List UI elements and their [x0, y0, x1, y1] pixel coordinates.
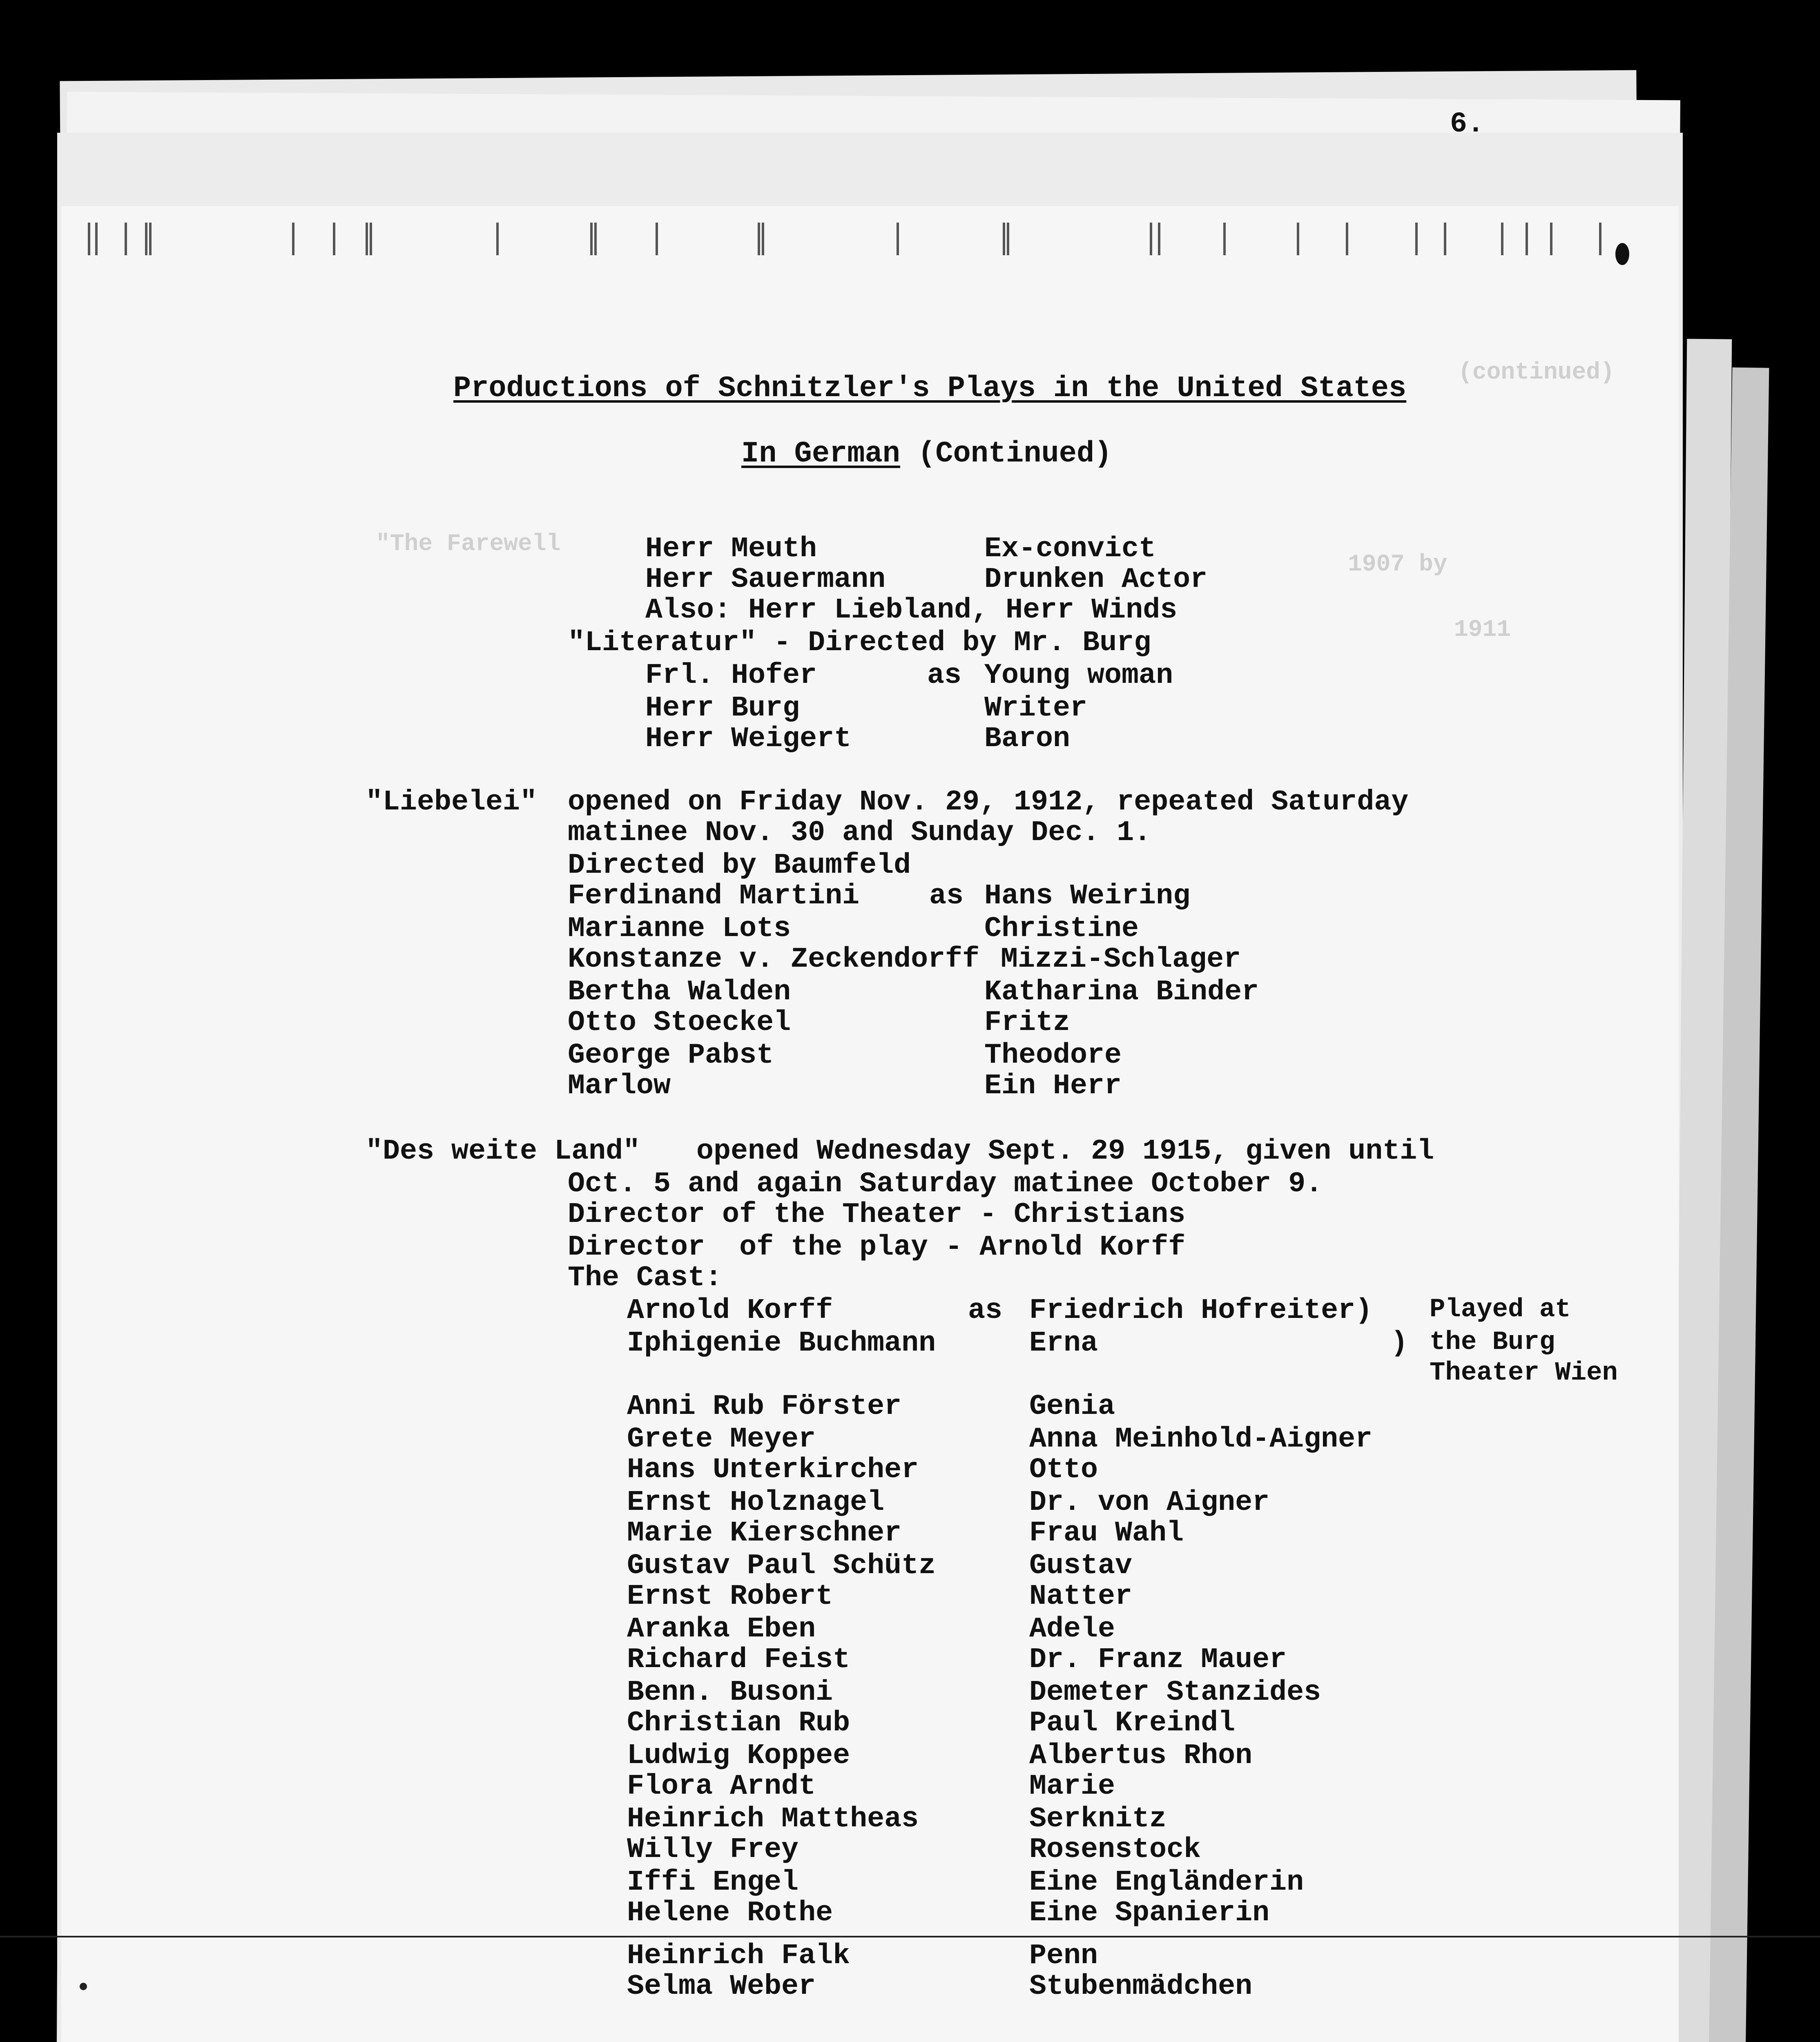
cast-role: Natter — [1029, 1581, 1133, 1613]
cast-role: Drunken Actor — [984, 564, 1208, 596]
cast-name: Marie Kierschner — [627, 1517, 902, 1549]
cast-role: Christine — [984, 913, 1139, 945]
cast-name: Herr Meuth — [645, 533, 817, 565]
perforation-tick — [897, 223, 899, 255]
cast-name: Benn. Busoni — [627, 1676, 833, 1709]
perforation-tick — [370, 223, 372, 255]
play-label: "Des weite Land" — [366, 1135, 640, 1168]
cast-name: George Pabst — [568, 1039, 774, 1072]
perforation-tick — [145, 223, 147, 255]
cast-role: Dr. Franz Mauer — [1029, 1644, 1287, 1676]
page-number: 6. — [1450, 108, 1485, 140]
cast-role: Gustav — [1029, 1550, 1133, 1582]
cast-name: Frl. Hofer — [645, 660, 817, 692]
punch-hole — [1615, 243, 1629, 265]
cast-name: Iffi Engel — [627, 1866, 799, 1899]
cast-name: Heinrich Falk — [627, 1940, 850, 1972]
cast-name: Ludwig Koppee — [627, 1740, 850, 1772]
cast-role: Writer — [984, 692, 1088, 725]
perforation-tick — [292, 223, 294, 255]
cast-name: Ferdinand Martini — [568, 880, 860, 912]
perforation-tick — [1150, 223, 1152, 255]
cast-name: Marianne Lots — [568, 913, 791, 945]
cast-name: Heinrich Mattheas — [627, 1803, 919, 1835]
cast-name: Konstanze v. Zeckendorff — [568, 943, 980, 976]
cast-role: Dr. von Aigner — [1029, 1487, 1270, 1519]
literatur-heading: "Literatur" - Directed by Mr. Burg — [568, 627, 1151, 659]
cast-role: Katharina Binder — [984, 976, 1259, 1008]
bracket-mark: ) — [1391, 1327, 1408, 1360]
perforation-tick — [1501, 223, 1503, 255]
production-line: matinee Nov. 30 and Sunday Dec. 1. — [568, 817, 1151, 849]
cast-role: Penn — [1029, 1940, 1098, 1972]
perforation-tick — [762, 223, 764, 255]
cast-name: Aranka Eben — [627, 1613, 816, 1645]
perforation-tick — [95, 223, 98, 255]
cast-name: Marlow — [568, 1070, 671, 1102]
cast-role: Anna Meinhold-Aigner — [1029, 1423, 1373, 1456]
perforation-tick — [594, 223, 597, 255]
note-line: Theater Wien — [1430, 1358, 1618, 1388]
cast-role: Baron — [984, 723, 1071, 755]
cast-role: Paul Kreindl — [1029, 1707, 1236, 1739]
cast-name: Herr Burg — [645, 692, 800, 725]
page-subtitle — [741, 439, 1112, 468]
perforation-tick — [590, 223, 593, 255]
bleed-through-text: 1907 by — [1348, 551, 1448, 578]
subtitle-rest: (Continued) — [900, 437, 1112, 470]
cast-name: Ernst Holznagel — [627, 1487, 885, 1519]
cast-role: Stubenmädchen — [1029, 1971, 1253, 2003]
bleed-through-text: (continued) — [1458, 359, 1615, 386]
perforation-tick — [333, 223, 335, 255]
perforation-tick — [88, 223, 90, 255]
cast-role: Eine Engländerin — [1029, 1866, 1304, 1899]
production-line: opened Wednesday Sept. 29 1915, given until — [696, 1135, 1434, 1168]
perforation-tick — [496, 223, 499, 255]
cast-name: Grete Meyer — [627, 1423, 816, 1456]
cast-role: Eine Spanierin — [1029, 1897, 1270, 1929]
document-sheet — [61, 206, 1679, 2042]
cast-name: Richard Feist — [627, 1644, 850, 1676]
perforation-tick — [1223, 223, 1226, 255]
cast-as: as — [968, 1295, 1003, 1327]
cast-name: Christian Rub — [627, 1707, 850, 1739]
cast-role: Ex-convict — [984, 533, 1156, 565]
cast-role: Fritz — [984, 1007, 1071, 1039]
cast-role: Genia — [1029, 1391, 1115, 1423]
cast-role: Serknitz — [1029, 1803, 1167, 1835]
cast-name: Gustav Paul Schütz — [627, 1550, 936, 1582]
cast-as: as — [929, 880, 964, 912]
cast-role: Mizzi-Schlager — [1001, 943, 1241, 976]
cast-name: Helene Rothe — [627, 1897, 833, 1929]
perforation-tick — [758, 223, 760, 255]
perforation-tick — [1415, 223, 1418, 255]
perforation-tick — [656, 223, 658, 255]
cast-role: Friedrich Hofreiter) — [1029, 1295, 1373, 1327]
perforation-tick — [1007, 223, 1009, 255]
also-line: Also: Herr Liebland, Herr Winds — [645, 594, 1178, 626]
cast-name: Otto Stoeckel — [568, 1007, 791, 1039]
cast-role: Albertus Rhon — [1029, 1740, 1253, 1772]
production-line: Director of the play - Arnold Korff — [568, 1231, 1186, 1264]
cast-role: Ein Herr — [984, 1070, 1122, 1102]
cast-name: Flora Arndt — [627, 1770, 816, 1803]
horizontal-rule — [0, 1936, 1820, 1937]
production-line: Oct. 5 and again Saturday matinee October 9. — [568, 1168, 1323, 1200]
cast-name: Herr Weigert — [645, 723, 852, 755]
cast-role: Erna — [1029, 1327, 1098, 1360]
cast-role: Adele — [1029, 1613, 1115, 1645]
subtitle-underlined: In German — [741, 437, 900, 470]
cast-name: Selma Weber — [627, 1971, 816, 2003]
page-title: Productions of Schnitzler's Plays in the United States — [453, 372, 1407, 405]
perforation-tick — [1158, 223, 1160, 255]
perforation-tick — [1550, 223, 1552, 255]
perforation-tick — [1346, 223, 1348, 255]
cast-role: Rosenstock — [1029, 1834, 1201, 1866]
cast-role: Young woman — [984, 660, 1173, 692]
production-line: The Cast: — [568, 1262, 723, 1294]
cast-name: Hans Unterkircher — [627, 1454, 919, 1486]
bleed-through-text: 1911 — [1454, 617, 1511, 643]
cast-name: Iphigenie Buchmann — [627, 1327, 936, 1360]
cast-role: Marie — [1029, 1770, 1115, 1803]
perforation-tick — [149, 223, 152, 255]
perforation-tick — [1599, 223, 1601, 255]
play-label: "Liebelei" — [366, 786, 538, 818]
perforation-tick — [1003, 223, 1005, 255]
note-line: Played at — [1430, 1295, 1571, 1324]
production-line: Director of the Theater - Christians — [568, 1199, 1186, 1231]
perforation-tick — [1526, 223, 1528, 255]
cast-name: Willy Frey — [627, 1834, 799, 1866]
cast-role: Frau Wahl — [1029, 1517, 1184, 1549]
perforation-marks — [88, 223, 1640, 259]
perforation-tick — [366, 223, 368, 255]
bleed-through-text: "The Farewell — [376, 531, 561, 557]
cast-role: Otto — [1029, 1454, 1098, 1486]
perforation-tick — [125, 223, 127, 255]
cast-role: Demeter Stanzides — [1029, 1676, 1321, 1709]
perforation-tick — [1297, 223, 1299, 255]
cast-name: Anni Rub Förster — [627, 1391, 902, 1423]
cast-name: Bertha Walden — [568, 976, 791, 1008]
perforation-tick — [1444, 223, 1446, 255]
note-line: the Burg — [1430, 1328, 1555, 1357]
cast-as: as — [927, 660, 962, 692]
production-line: opened on Friday Nov. 29, 1912, repeated Saturday — [568, 786, 1409, 818]
cast-role: Hans Weiring — [984, 880, 1191, 912]
margin-mark — [80, 1983, 87, 1990]
cast-name: Ernst Robert — [627, 1581, 833, 1613]
cast-role: Theodore — [984, 1039, 1122, 1072]
cast-name: Herr Sauermann — [645, 564, 886, 596]
production-line: Directed by Baumfeld — [568, 849, 911, 882]
cast-name: Arnold Korff — [627, 1295, 833, 1327]
